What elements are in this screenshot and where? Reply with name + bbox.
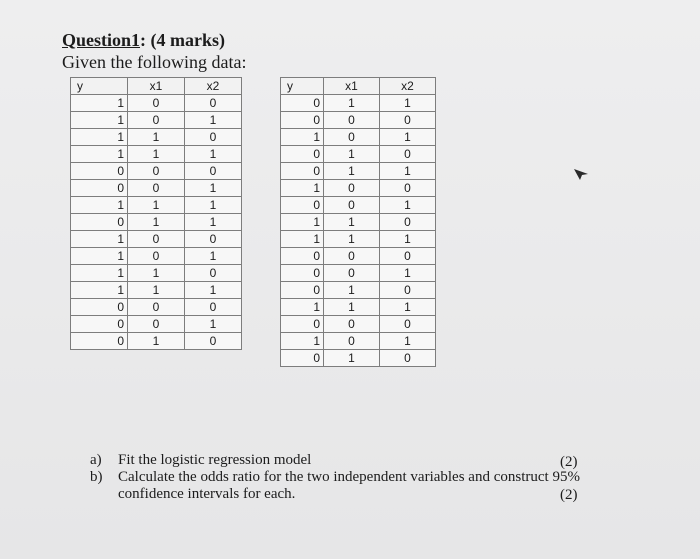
cell-y: 0 (281, 146, 324, 163)
cell-x2: 0 (380, 180, 436, 197)
table-row (281, 231, 436, 248)
header-x1: x1 (324, 78, 380, 95)
cell-y: 1 (281, 333, 324, 350)
cell-y: 1 (281, 180, 324, 197)
cell-x1: 0 (128, 299, 185, 316)
cell-x1: 0 (324, 129, 380, 146)
cell-x2: 1 (185, 214, 242, 231)
cell-x1: 1 (128, 146, 185, 163)
question-title: Question1 (62, 30, 141, 50)
cell-x2: 1 (380, 299, 436, 316)
cell-x1: 0 (128, 180, 185, 197)
header-x1: x1 (128, 78, 185, 95)
cell-x1: 1 (324, 282, 380, 299)
cell-x2: 1 (185, 197, 242, 214)
cell-x2: 1 (380, 95, 436, 112)
cell-x2: 1 (185, 180, 242, 197)
cell-y: 0 (281, 350, 324, 367)
table-row (71, 95, 242, 112)
cell-x1: 0 (324, 265, 380, 282)
cell-x2: 1 (380, 197, 436, 214)
cell-x2: 0 (185, 129, 242, 146)
table-row (281, 248, 436, 265)
cell-x1: 1 (324, 231, 380, 248)
cell-x1: 1 (324, 146, 380, 163)
cell-x2: 1 (185, 282, 242, 299)
cell-y: 0 (71, 299, 128, 316)
cell-x1: 0 (128, 95, 185, 112)
cell-y: 1 (71, 231, 128, 248)
table-row (281, 146, 436, 163)
cell-y: 0 (281, 197, 324, 214)
cell-x2: 1 (185, 146, 242, 163)
cell-x2: 0 (380, 316, 436, 333)
cell-x1: 0 (324, 180, 380, 197)
part-b-text-continued: confidence intervals for each. (118, 486, 296, 502)
cell-y: 0 (281, 95, 324, 112)
table-row (281, 282, 436, 299)
cell-x2: 0 (185, 163, 242, 180)
cell-x1: 0 (324, 333, 380, 350)
part-a-text: Fit the logistic regression model (118, 452, 312, 468)
question-heading (62, 30, 225, 51)
table-row (71, 248, 242, 265)
cell-x1: 1 (128, 333, 185, 350)
cell-x2: 1 (380, 333, 436, 350)
table-row (71, 316, 242, 333)
cell-x2: 1 (185, 316, 242, 333)
part-b-marks: (2) (560, 487, 578, 503)
table-row (281, 350, 436, 367)
cell-y: 1 (71, 146, 128, 163)
table-row (281, 333, 436, 350)
cell-x1: 0 (128, 112, 185, 129)
cell-x1: 1 (324, 350, 380, 367)
cell-y: 1 (71, 197, 128, 214)
cell-x1: 1 (324, 214, 380, 231)
cell-y: 0 (71, 214, 128, 231)
cell-x1: 1 (128, 197, 185, 214)
cell-x1: 1 (324, 299, 380, 316)
part-a-letter: a) (90, 452, 102, 468)
cell-x2: 0 (185, 231, 242, 248)
cell-x2: 0 (185, 333, 242, 350)
cell-x1: 1 (128, 129, 185, 146)
table-row (281, 197, 436, 214)
cell-y: 0 (281, 248, 324, 265)
table-row (281, 265, 436, 282)
cell-x1: 0 (324, 248, 380, 265)
cell-x1: 1 (324, 95, 380, 112)
cell-y: 1 (71, 129, 128, 146)
table-row (71, 333, 242, 350)
cell-y: 1 (281, 231, 324, 248)
question-parts (90, 452, 690, 503)
table-row (71, 231, 242, 248)
mouse-pointer-icon (573, 167, 589, 186)
cell-x2: 0 (380, 350, 436, 367)
cell-x1: 0 (128, 231, 185, 248)
question-marks: : (4 marks) (140, 30, 225, 50)
cell-y: 1 (281, 214, 324, 231)
cell-y: 0 (71, 316, 128, 333)
table-row (71, 129, 242, 146)
cell-x2: 0 (185, 265, 242, 282)
part-a-marks: (2) (560, 454, 578, 470)
cell-x1: 1 (128, 214, 185, 231)
cell-x2: 0 (380, 146, 436, 163)
table-row (71, 180, 242, 197)
cell-x1: 0 (324, 112, 380, 129)
table-row (71, 163, 242, 180)
cell-x1: 0 (324, 316, 380, 333)
table-row (71, 146, 242, 163)
cell-y: 1 (281, 299, 324, 316)
table-row (281, 95, 436, 112)
header-x2: x2 (380, 78, 436, 95)
part-b (90, 469, 690, 486)
table-row (281, 180, 436, 197)
cell-y: 0 (281, 316, 324, 333)
data-table-1 (70, 77, 242, 350)
cell-y: 1 (71, 248, 128, 265)
cell-y: 0 (281, 265, 324, 282)
cell-y: 1 (71, 282, 128, 299)
table-row (71, 197, 242, 214)
cell-x1: 1 (128, 282, 185, 299)
cell-y: 1 (71, 112, 128, 129)
cell-x2: 1 (380, 129, 436, 146)
table-row (281, 316, 436, 333)
table-row (71, 265, 242, 282)
cell-x1: 0 (128, 163, 185, 180)
cell-y: 1 (71, 265, 128, 282)
cell-x2: 0 (380, 112, 436, 129)
cell-y: 1 (281, 129, 324, 146)
table-row (71, 112, 242, 129)
cell-y: 0 (71, 163, 128, 180)
cell-y: 0 (71, 333, 128, 350)
cell-x2: 1 (185, 248, 242, 265)
cell-y: 0 (281, 112, 324, 129)
cell-y: 0 (281, 163, 324, 180)
table-row (71, 282, 242, 299)
cell-x2: 1 (380, 265, 436, 282)
question-subtitle: Given the following data: (62, 52, 247, 72)
cell-x2: 0 (185, 299, 242, 316)
part-a (90, 452, 690, 469)
header-x2: x2 (185, 78, 242, 95)
table-row (281, 163, 436, 180)
cell-x2: 1 (380, 163, 436, 180)
cell-x1: 0 (128, 316, 185, 333)
cell-x2: 0 (185, 95, 242, 112)
cell-y: 0 (71, 180, 128, 197)
cell-x1: 1 (324, 163, 380, 180)
table-row (281, 129, 436, 146)
cell-x1: 1 (128, 265, 185, 282)
table-row (71, 299, 242, 316)
cell-x1: 0 (324, 197, 380, 214)
data-table-2 (280, 77, 436, 367)
cell-x1: 0 (128, 248, 185, 265)
cell-x2: 0 (380, 282, 436, 299)
table-row (281, 214, 436, 231)
cell-x2: 0 (380, 248, 436, 265)
cell-y: 1 (71, 95, 128, 112)
cell-x2: 0 (380, 214, 436, 231)
table-row (281, 299, 436, 316)
cell-x2: 1 (185, 112, 242, 129)
cell-y: 0 (281, 282, 324, 299)
header-y: y (281, 78, 324, 95)
table-row (71, 214, 242, 231)
header-y: y (71, 78, 128, 95)
part-b-letter: b) (90, 469, 103, 485)
part-b-text: Calculate the odds ratio for the two independent variables and construct 95% (118, 469, 580, 485)
cell-x2: 1 (380, 231, 436, 248)
table-row (281, 112, 436, 129)
